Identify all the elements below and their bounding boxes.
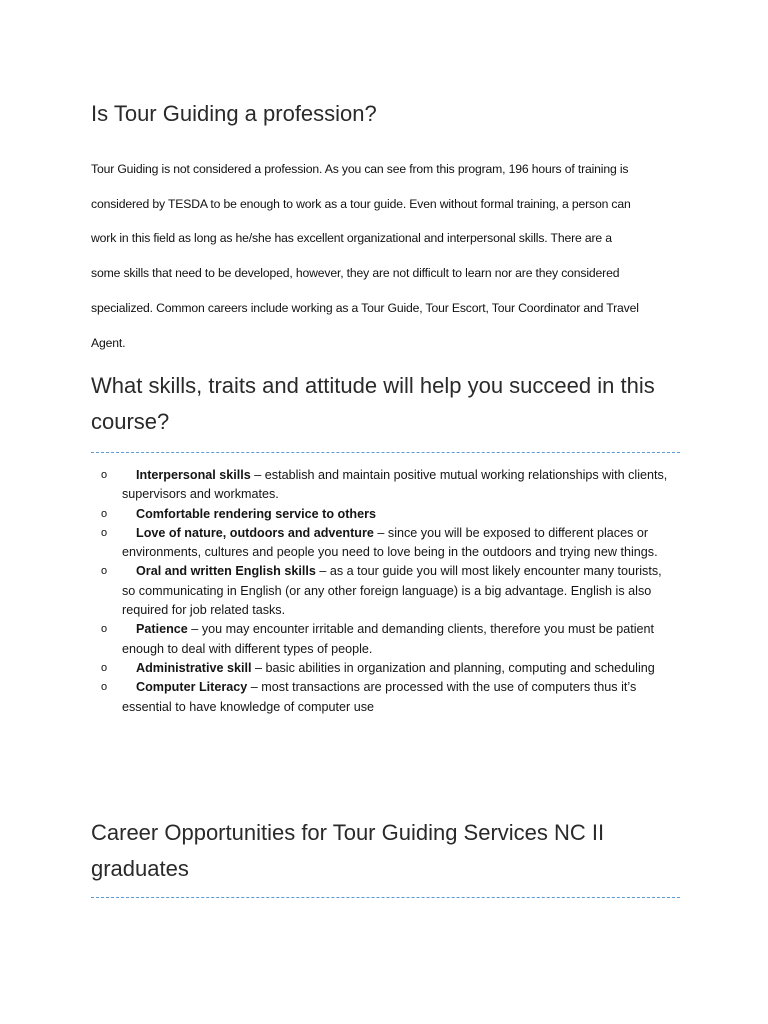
skills-list — [0, 466, 768, 717]
bullet-circle-icon: o — [101, 661, 108, 674]
list-item — [0, 620, 768, 659]
paragraph-line: Tour Guiding is not considered a profession. As you can see from this program, 196 hours of training is — [91, 162, 629, 176]
list-item — [0, 562, 768, 620]
skill-description: – since you will be exposed to different places or environments, cultures and people you need to love being in the outdoors and trying new things. — [122, 525, 658, 560]
paragraph-line: Agent. — [91, 335, 126, 350]
list-item — [0, 505, 768, 524]
skill-term: Patience — [136, 622, 188, 637]
paragraph-line: specialized. Common careers include working as a Tour Guide, Tour Escort, Tour Coordinator and Travel — [91, 300, 639, 315]
skill-description: – most transactions are processed with the use of computers thus it’s essential to have knowledge of computer use — [122, 680, 637, 714]
heading-divider — [91, 897, 680, 898]
bullet-circle-icon: o — [101, 681, 108, 694]
skill-description: – basic abilities in organization and planning, computing and scheduling — [251, 660, 655, 675]
skill-term: Interpersonal skills — [136, 468, 251, 482]
heading-skills: What skills, traits and attitude will help you succeed in this course? — [91, 373, 655, 434]
heading-career-opportunities: Career Opportunities for Tour Guiding Services NC II graduates — [91, 820, 605, 881]
list-item — [0, 678, 768, 717]
bullet-circle-icon: o — [101, 526, 108, 539]
heading-divider — [91, 452, 680, 453]
skill-term: Administrative skill — [136, 660, 252, 675]
profession-paragraph — [91, 152, 681, 360]
list-item — [0, 466, 768, 505]
paragraph-line: considered by TESDA to be enough to work as a tour guide. Even without formal training, a person can — [91, 196, 631, 211]
list-item — [0, 524, 768, 563]
list-item — [0, 659, 768, 678]
skill-term: Love of nature, outdoors and adventure — [136, 525, 374, 540]
paragraph-line: some skills that need to be developed, however, they are not difficult to learn nor are they considered — [91, 266, 620, 281]
skill-term: Computer Literacy — [136, 680, 248, 695]
skill-description: – you may encounter irritable and demanding clients, therefore you must be patient enough to deal with different types of people. — [122, 622, 655, 656]
bullet-circle-icon: o — [101, 469, 108, 481]
skill-description: – establish and maintain positive mutual working relationships with clients, supervisors and workmates. — [122, 468, 668, 502]
skill-description: – as a tour guide you will most likely encounter many tourists, so communicating in English (or any other foreign language) is a big advantage. English is also required for job related tasks. — [122, 564, 662, 618]
skill-term: Oral and written English skills — [136, 564, 316, 579]
bullet-circle-icon: o — [101, 507, 108, 520]
skill-term: Comfortable rendering service to others — [136, 506, 377, 521]
heading-profession: Is Tour Guiding a profession? — [91, 101, 377, 126]
paragraph-line: work in this field as long as he/she has excellent organizational and interpersonal skills. There are a — [91, 231, 612, 246]
bullet-circle-icon: o — [101, 565, 108, 578]
bullet-circle-icon: o — [101, 623, 108, 636]
